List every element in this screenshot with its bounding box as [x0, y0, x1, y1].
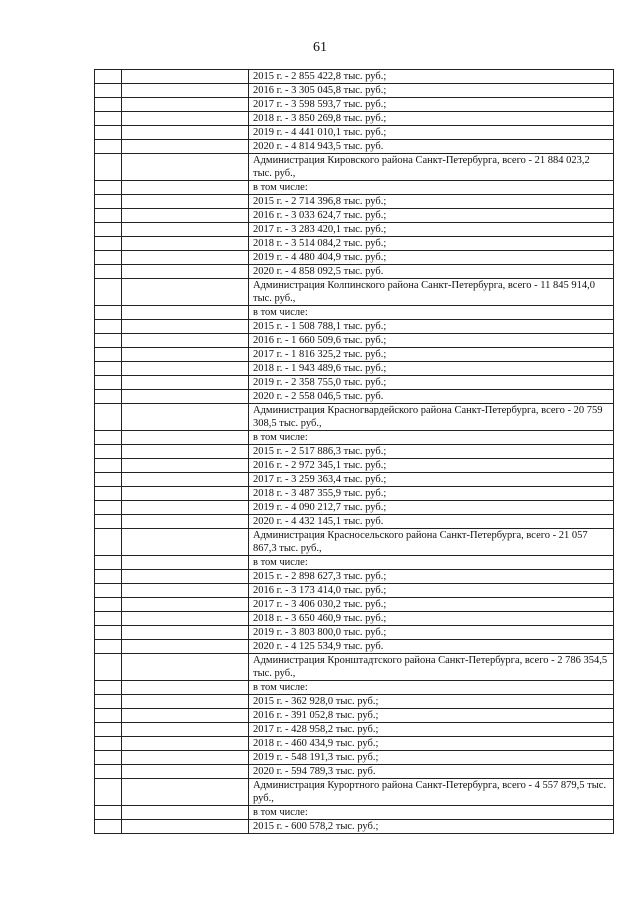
funding-text: 2020 г. - 2 558 046,5 тыс. руб.: [253, 391, 384, 402]
number-cell: [95, 376, 122, 389]
table-row: [95, 305, 613, 319]
funding-text: 2018 г. - 3 514 084,2 тыс. руб.;: [253, 238, 387, 249]
table-row: [95, 125, 613, 139]
funding-text: 2015 г. - 2 714 396,8 тыс. руб.;: [253, 196, 387, 207]
funding-text: Администрация Кронштадтского района Санкт-Петербурга, всего - 2 786 354,5 тыс. руб.,: [253, 655, 608, 679]
table-row: [95, 250, 613, 264]
name-cell: [122, 209, 249, 222]
funding-text: 2015 г. - 2 855 422,8 тыс. руб.;: [253, 71, 387, 82]
number-cell: [95, 390, 122, 403]
name-cell: [122, 348, 249, 361]
name-cell: [122, 126, 249, 139]
name-cell: [122, 751, 249, 764]
table-row: [95, 208, 613, 222]
table-row: [95, 83, 613, 97]
funding-text: 2019 г. - 4 480 404,9 тыс. руб.;: [253, 252, 387, 263]
name-cell: [122, 570, 249, 583]
name-cell: [122, 654, 249, 680]
funding-table: [94, 69, 614, 834]
number-cell: [95, 431, 122, 444]
number-cell: [95, 140, 122, 153]
name-cell: [122, 556, 249, 569]
number-cell: [95, 570, 122, 583]
funding-text: Администрация Красногвардейского района Санкт-Петербурга, всего - 20 759 308,5 тыс. руб.,: [253, 405, 603, 429]
number-cell: [95, 306, 122, 319]
name-cell: [122, 181, 249, 194]
table-row: [95, 708, 613, 722]
name-cell: [122, 779, 249, 805]
name-cell: [122, 265, 249, 278]
number-cell: [95, 334, 122, 347]
funding-text: 2020 г. - 4 858 092,5 тыс. руб.: [253, 266, 384, 277]
number-cell: [95, 820, 122, 833]
funding-text: 2017 г. - 1 816 325,2 тыс. руб.;: [253, 349, 387, 360]
table-row: [95, 805, 613, 819]
number-cell: [95, 487, 122, 500]
table-row: [95, 611, 613, 625]
number-cell: [95, 709, 122, 722]
number-cell: [95, 98, 122, 111]
funding-text: 2017 г. - 3 598 593,7 тыс. руб.;: [253, 99, 387, 110]
number-cell: [95, 695, 122, 708]
number-cell: [95, 445, 122, 458]
table-row: [95, 139, 613, 153]
name-cell: [122, 251, 249, 264]
table-row: [95, 69, 613, 83]
funding-text: 2015 г. - 1 508 788,1 тыс. руб.;: [253, 321, 387, 332]
table-row: [95, 403, 613, 430]
name-cell: [122, 487, 249, 500]
number-cell: [95, 126, 122, 139]
funding-text: Администрация Колпинского района Санкт-Петербурга, всего - 11 845 914,0 тыс. руб.,: [253, 280, 596, 304]
table-row: [95, 486, 613, 500]
table-row: [95, 514, 613, 528]
table-row: [95, 778, 613, 805]
number-cell: [95, 612, 122, 625]
table-row: [95, 722, 613, 736]
table-row: [95, 597, 613, 611]
number-cell: [95, 556, 122, 569]
name-cell: [122, 320, 249, 333]
name-cell: [122, 306, 249, 319]
funding-text: 2018 г. - 460 434,9 тыс. руб.;: [253, 738, 379, 749]
name-cell: [122, 223, 249, 236]
table-row: [95, 375, 613, 389]
number-cell: [95, 515, 122, 528]
table-row: [95, 625, 613, 639]
funding-text: 2016 г. - 391 052,8 тыс. руб.;: [253, 710, 379, 721]
funding-text: 2015 г. - 362 928,0 тыс. руб.;: [253, 696, 379, 707]
name-cell: [122, 806, 249, 819]
funding-text: 2017 г. - 3 283 420,1 тыс. руб.;: [253, 224, 387, 235]
number-cell: [95, 209, 122, 222]
table-row: [95, 180, 613, 194]
name-cell: [122, 501, 249, 514]
table-row: [95, 278, 613, 305]
table-row: [95, 750, 613, 764]
table-row: [95, 236, 613, 250]
number-cell: [95, 195, 122, 208]
table-row: [95, 639, 613, 653]
number-cell: [95, 154, 122, 180]
table-row: [95, 333, 613, 347]
name-cell: [122, 404, 249, 430]
name-cell: [122, 529, 249, 555]
page-number: 61: [313, 40, 327, 55]
funding-text: в том числе:: [253, 182, 308, 193]
funding-text: 2019 г. - 3 803 800,0 тыс. руб.;: [253, 627, 387, 638]
name-cell: [122, 334, 249, 347]
funding-text: 2015 г. - 2 517 886,3 тыс. руб.;: [253, 446, 387, 457]
number-cell: [95, 751, 122, 764]
name-cell: [122, 154, 249, 180]
number-cell: [95, 279, 122, 305]
name-cell: [122, 237, 249, 250]
name-cell: [122, 376, 249, 389]
number-cell: [95, 473, 122, 486]
name-cell: [122, 362, 249, 375]
name-cell: [122, 820, 249, 833]
name-cell: [122, 681, 249, 694]
table-row: [95, 583, 613, 597]
table-row: [95, 430, 613, 444]
number-cell: [95, 320, 122, 333]
name-cell: [122, 445, 249, 458]
number-cell: [95, 223, 122, 236]
number-cell: [95, 362, 122, 375]
name-cell: [122, 70, 249, 83]
number-cell: [95, 640, 122, 653]
funding-text: Администрация Курортного района Санкт-Петербурга, всего - 4 557 879,5 тыс. руб.,: [253, 780, 607, 804]
funding-text: 2016 г. - 3 305 045,8 тыс. руб.;: [253, 85, 387, 96]
funding-text: в том числе:: [253, 682, 308, 693]
number-cell: [95, 626, 122, 639]
table-row: [95, 389, 613, 403]
name-cell: [122, 140, 249, 153]
number-cell: [95, 237, 122, 250]
name-cell: [122, 584, 249, 597]
table-row: [95, 764, 613, 778]
name-cell: [122, 695, 249, 708]
number-cell: [95, 70, 122, 83]
funding-text: 2019 г. - 4 090 212,7 тыс. руб.;: [253, 502, 387, 513]
name-cell: [122, 598, 249, 611]
name-cell: [122, 723, 249, 736]
number-cell: [95, 251, 122, 264]
funding-text: 2017 г. - 428 958,2 тыс. руб.;: [253, 724, 379, 735]
funding-text: 2018 г. - 3 850 269,8 тыс. руб.;: [253, 113, 387, 124]
name-cell: [122, 112, 249, 125]
number-cell: [95, 737, 122, 750]
number-cell: [95, 681, 122, 694]
name-cell: [122, 459, 249, 472]
number-cell: [95, 501, 122, 514]
funding-text: 2017 г. - 3 406 030,2 тыс. руб.;: [253, 599, 387, 610]
funding-text: в том числе:: [253, 807, 308, 818]
table-row: [95, 528, 613, 555]
table-row: [95, 319, 613, 333]
table-row: [95, 569, 613, 583]
table-row: [95, 458, 613, 472]
number-cell: [95, 806, 122, 819]
number-cell: [95, 584, 122, 597]
number-cell: [95, 598, 122, 611]
table-row: [95, 444, 613, 458]
name-cell: [122, 279, 249, 305]
table-row: [95, 736, 613, 750]
funding-text: 2019 г. - 548 191,3 тыс. руб.;: [253, 752, 379, 763]
table-row: [95, 97, 613, 111]
number-cell: [95, 723, 122, 736]
funding-text: 2016 г. - 3 033 624,7 тыс. руб.;: [253, 210, 387, 221]
name-cell: [122, 515, 249, 528]
funding-text: 2017 г. - 3 259 363,4 тыс. руб.;: [253, 474, 387, 485]
funding-text: 2020 г. - 594 789,3 тыс. руб.: [253, 766, 376, 777]
funding-text: 2019 г. - 4 441 010,1 тыс. руб.;: [253, 127, 387, 138]
table-row: [95, 472, 613, 486]
number-cell: [95, 529, 122, 555]
name-cell: [122, 765, 249, 778]
table-row: [95, 264, 613, 278]
table-row: [95, 555, 613, 569]
table-row: [95, 653, 613, 680]
table-row: [95, 194, 613, 208]
table-row: [95, 694, 613, 708]
table-row: [95, 500, 613, 514]
number-cell: [95, 765, 122, 778]
table-row: [95, 222, 613, 236]
name-cell: [122, 98, 249, 111]
funding-text: 2020 г. - 4 432 145,1 тыс. руб.: [253, 516, 384, 527]
table-row: [95, 153, 613, 180]
name-cell: [122, 390, 249, 403]
name-cell: [122, 640, 249, 653]
number-cell: [95, 181, 122, 194]
funding-text: 2015 г. - 2 898 627,3 тыс. руб.;: [253, 571, 387, 582]
table-row: [95, 361, 613, 375]
funding-text: в том числе:: [253, 307, 308, 318]
table-row: [95, 111, 613, 125]
number-cell: [95, 404, 122, 430]
funding-text: 2016 г. - 2 972 345,1 тыс. руб.;: [253, 460, 387, 471]
funding-text: 2016 г. - 1 660 509,6 тыс. руб.;: [253, 335, 387, 346]
funding-text: 2020 г. - 4 125 534,9 тыс. руб.: [253, 641, 384, 652]
name-cell: [122, 195, 249, 208]
table-row: [95, 819, 613, 833]
number-cell: [95, 779, 122, 805]
funding-text: 2018 г. - 1 943 489,6 тыс. руб.;: [253, 363, 387, 374]
funding-text: в том числе:: [253, 432, 308, 443]
funding-text: 2015 г. - 600 578,2 тыс. руб.;: [253, 821, 379, 832]
funding-text: Администрация Красносельского района Санкт-Петербурга, всего - 21 057 867,3 тыс. руб.,: [253, 530, 588, 554]
name-cell: [122, 473, 249, 486]
name-cell: [122, 737, 249, 750]
funding-text: 2018 г. - 3 487 355,9 тыс. руб.;: [253, 488, 387, 499]
number-cell: [95, 459, 122, 472]
number-cell: [95, 348, 122, 361]
funding-text: Администрация Кировского района Санкт-Петербурга, всего - 21 884 023,2 тыс. руб.,: [253, 155, 590, 179]
funding-text: 2019 г. - 2 358 755,0 тыс. руб.;: [253, 377, 387, 388]
funding-text: в том числе:: [253, 557, 308, 568]
name-cell: [122, 431, 249, 444]
number-cell: [95, 265, 122, 278]
name-cell: [122, 84, 249, 97]
number-cell: [95, 84, 122, 97]
name-cell: [122, 626, 249, 639]
name-cell: [122, 709, 249, 722]
number-cell: [95, 654, 122, 680]
funding-text: 2020 г. - 4 814 943,5 тыс. руб.: [253, 141, 384, 152]
funding-text: 2018 г. - 3 650 460,9 тыс. руб.;: [253, 613, 387, 624]
number-cell: [95, 112, 122, 125]
name-cell: [122, 612, 249, 625]
table-row: [95, 347, 613, 361]
table-row: [95, 680, 613, 694]
funding-text: 2016 г. - 3 173 414,0 тыс. руб.;: [253, 585, 387, 596]
